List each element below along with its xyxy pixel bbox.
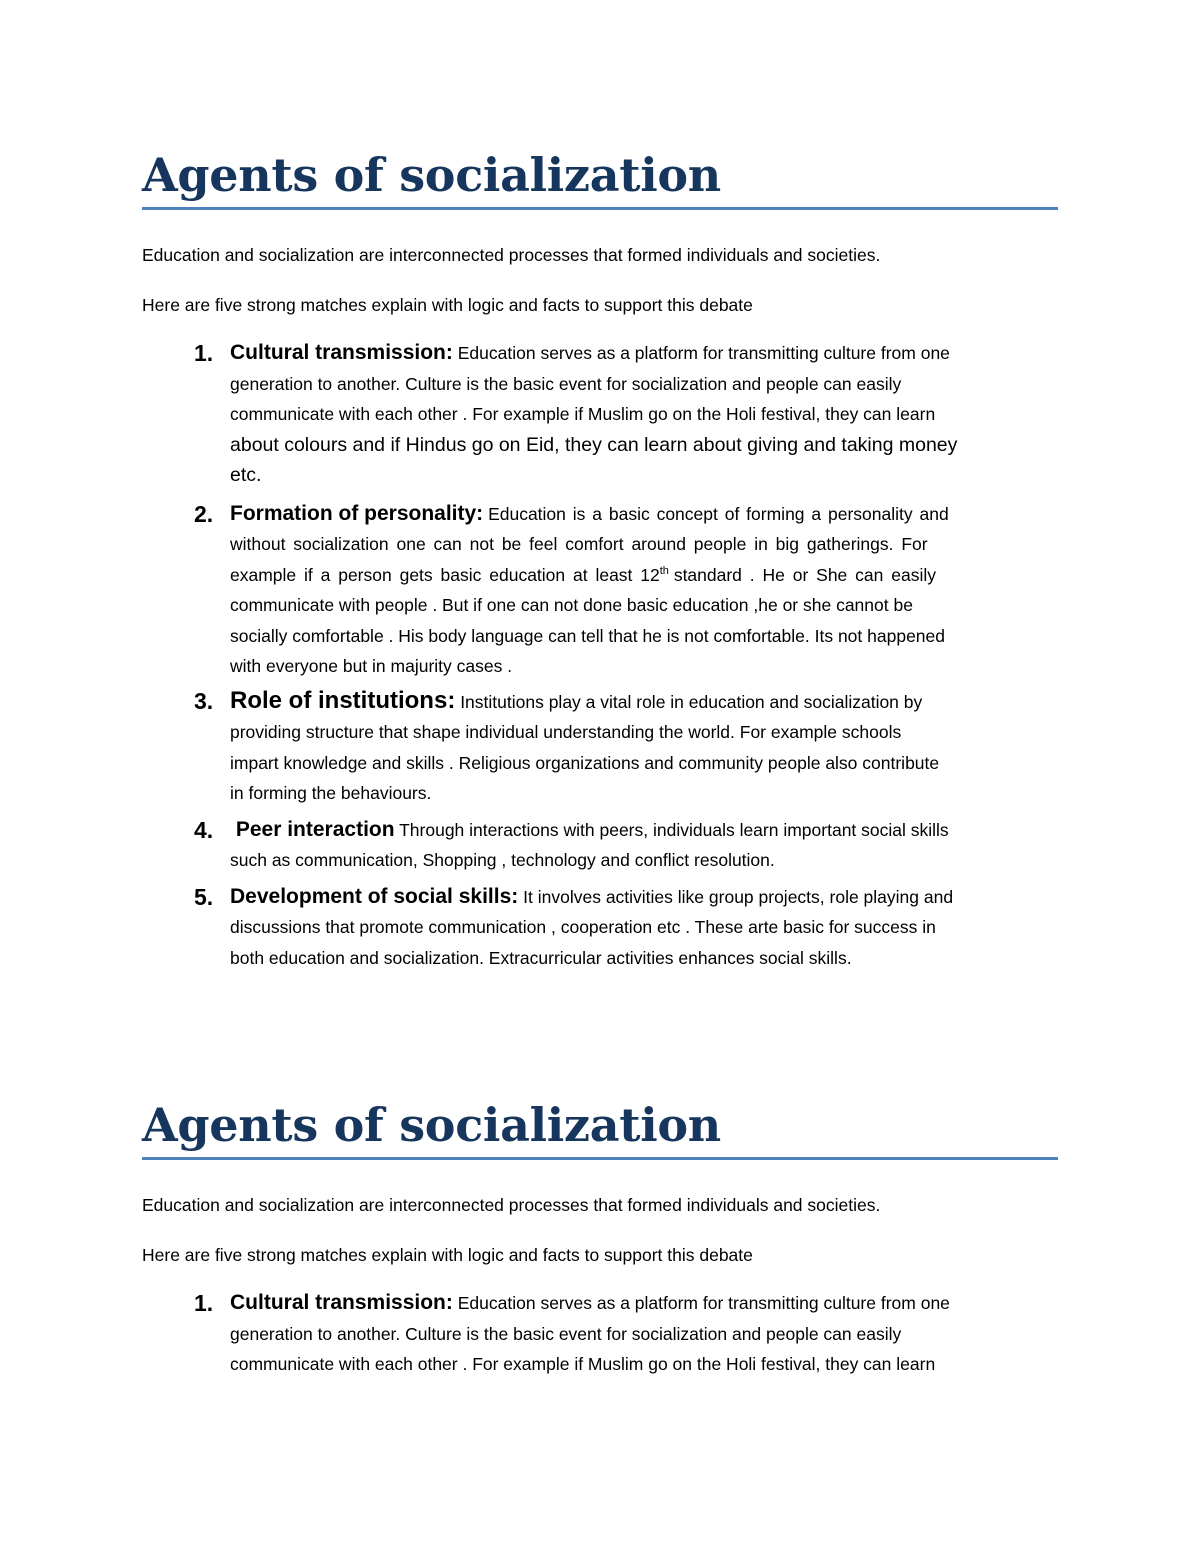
- item-text: impart knowledge and skills . Religious organizations and community people also contribute: [230, 752, 940, 773]
- item-text: Through interactions with peers, individuals learn important social skills: [399, 819, 949, 840]
- item-text: It involves activities like group projects, role playing and: [523, 886, 954, 907]
- item-text: Education serves as a platform for transmitting culture from one: [457, 343, 950, 363]
- item-text: without socialization one can not be feel comfort around people in big gatherings. For: [230, 534, 928, 554]
- page-title: Agents of socialization: [142, 1098, 721, 1152]
- document-section: [142, 1098, 1058, 1380]
- list-item: [142, 1288, 1058, 1380]
- item-heading: Cultural transmission:: [230, 341, 453, 364]
- list-number: 1.: [194, 1290, 214, 1316]
- item-text: example if a person gets basic education at least 12: [230, 564, 660, 585]
- document-section: [142, 148, 1058, 973]
- list-number: 5.: [194, 883, 214, 910]
- superscript-text: th: [659, 564, 669, 577]
- intro-paragraph: Education and socialization are interconnected processes that formed individuals and societies.: [142, 245, 881, 265]
- numbered-list: [142, 1288, 1058, 1380]
- page-title: Agents of socialization: [142, 148, 721, 202]
- lead-paragraph: Here are five strong matches explain with logic and facts to support this debate: [142, 295, 753, 315]
- list-item: [142, 338, 1058, 491]
- item-text: with everyone but in majurity cases .: [230, 656, 513, 676]
- item-heading: Formation of personality:: [230, 501, 484, 525]
- item-text: Education serves as a platform for transmitting culture from one: [457, 1293, 950, 1313]
- item-text: etc.: [230, 464, 262, 486]
- item-text: about colours and if Hindus go on Eid, they can learn about giving and taking money: [230, 433, 958, 456]
- item-text: communicate with people . But if one can not done basic education ,he or she cannot be: [230, 595, 913, 615]
- item-text: providing structure that shape individual understanding the world. For example schools: [230, 722, 902, 742]
- item-heading: Role of institutions:: [230, 686, 456, 714]
- title-underline: [142, 1157, 1058, 1160]
- item-text: generation to another. Culture is the basic event for socialization and people can easily: [230, 373, 902, 394]
- numbered-list: [142, 338, 1058, 973]
- item-text: standard . He or She can easily: [673, 564, 936, 585]
- list-number: 4.: [194, 816, 214, 843]
- list-number: 3.: [194, 687, 214, 714]
- list-item: [142, 815, 1058, 876]
- item-heading: Cultural transmission:: [230, 1291, 453, 1314]
- item-text: socially comfortable . His body language can tell that he is not comfortable. Its not happened: [230, 625, 946, 646]
- item-text: communicate with each other . For example if Muslim go on the Holi festival, they can learn: [230, 1354, 936, 1374]
- item-text: Education is a basic concept of forming a personality and: [488, 503, 949, 524]
- list-item: [142, 686, 1058, 809]
- item-text: communicate with each other . For example if Muslim go on the Holi festival, they can learn: [230, 404, 936, 424]
- list-item: [142, 499, 1058, 682]
- list-number: 1.: [194, 340, 214, 366]
- item-text: discussions that promote communication , cooperation etc . These arte basic for success in: [230, 917, 936, 937]
- item-text: such as communication, Shopping , technology and conflict resolution.: [230, 850, 775, 870]
- item-text: generation to another. Culture is the basic event for socialization and people can easily: [230, 1323, 902, 1344]
- item-heading: Development of social skills:: [230, 884, 519, 908]
- item-text: Institutions play a vital role in education and socialization by: [460, 691, 923, 712]
- intro-paragraph: Education and socialization are interconnected processes that formed individuals and societies.: [142, 1195, 881, 1215]
- item-heading: Peer interaction: [230, 817, 395, 841]
- item-text: both education and socialization. Extracurricular activities enhances social skills.: [230, 947, 852, 968]
- list-item: [142, 882, 1058, 974]
- lead-paragraph: Here are five strong matches explain with logic and facts to support this debate: [142, 1245, 753, 1265]
- title-underline: [142, 207, 1058, 210]
- list-number: 2.: [194, 500, 214, 527]
- item-text: in forming the behaviours.: [230, 783, 432, 803]
